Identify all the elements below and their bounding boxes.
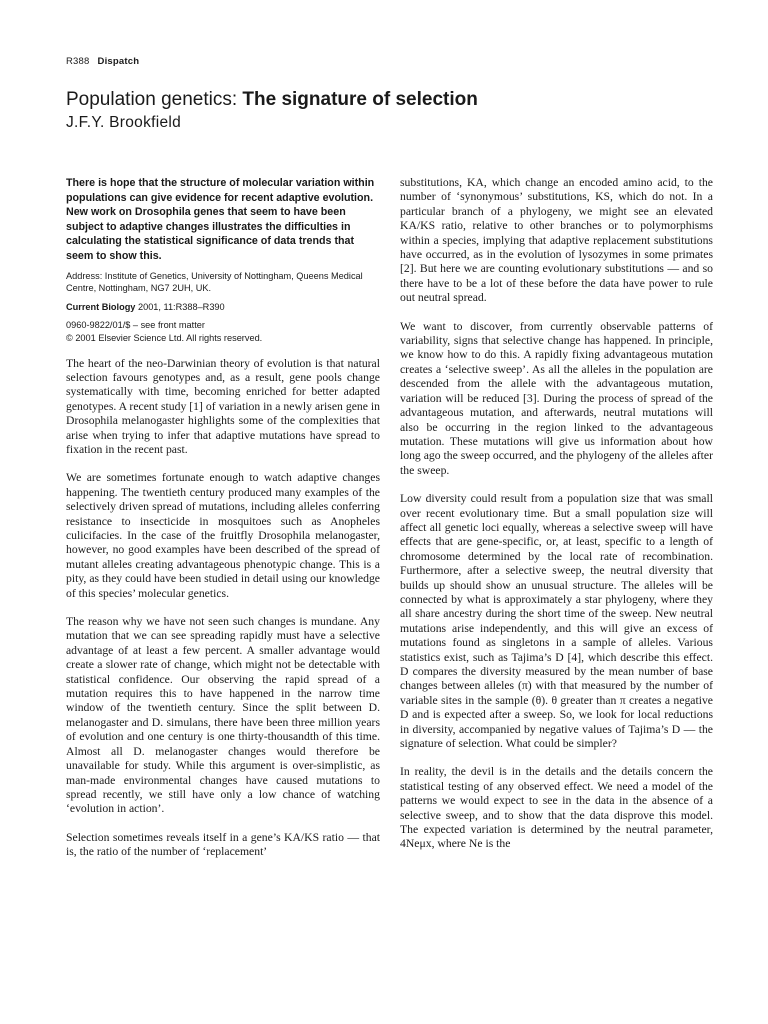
body-paragraph-7: Low diversity could result from a population size that was small over recent evolutionary time. But a small population size will affect all genetic loci equally, whereas a selective sweep will have effects that are gene-specific, or, at least, specific to a length of chromosome determined by the local rate of recombination. Furthermore, after a selective sweep, the neutral diversity that builds up should show an unusual structure. The alleles will be connected by what is approximately a star phylogeny, where they all share ancestry during the short time of the sweep. New neutral mutations arise independently, and this will give an excess of mutations found as singletons in a sample of alleles. Various statistics exist, such as Tajima’s D [4], which describe this effect. D compares the diversity measured by the mean number of base changes between alleles (π) with that measured by the number of variable sites in the sample (θ). θ greater than π creates a negative D and is expected after a sweep. So, we look for local reductions in diversity, accompanied by negative values of Tajima’s D — the signature of selection. What could be simpler? (400, 492, 713, 751)
body-paragraph-2: We are sometimes fortunate enough to watch adaptive changes happening. The twentieth century produced many examples of the selectively driven spread of mutations, including alleles conferring resistance to insecticide in mosquitoes such as Anopheles culicifacies. In the case of the fruitfly Drosophila melanogaster, however, no good examples have been described of the spread of mutant alleles creating advantageous phenotypic change. This is a pity, as they could have been studied in detail using our knowledge of this species’ molecular genetics. (66, 471, 380, 600)
body-paragraph-5: substitutions, KA, which change an encoded amino acid, to the number of ‘synonymous’ substitutions, KS, which do not. In a particular branch of a phylogeny, we might see an elevated KA/KS ratio, relative to other branches or to polymorphisms within a species, implying that adaptive replacement substitutions have occurred, as in the evolution of lysozymes in some primates [2]. But here we are counting evolutionary substitutions — and so there have to be a lot of these before the data have power to rule out neutral spread. (400, 176, 713, 305)
right-column (400, 176, 713, 866)
copyright-line-2: © 2001 Elsevier Science Ltd. All rights reserved. (66, 332, 263, 343)
abstract: There is hope that the structure of molecular variation within populations can give evidence for recent adaptive evolution. New work on Drosophila genes that seem to have been subject to adaptive changes illustrates the difficulties in calculating the statistical significance of data trends that seem to show this. (66, 177, 375, 262)
running-head (66, 56, 139, 67)
author-name: J.F.Y. Brookfield (66, 114, 182, 131)
address: Address: Institute of Genetics, University of Nottingham, Queens Medical Centre, Nottingham, NG7 2UH, UK. (66, 270, 363, 294)
body-paragraph-8: In reality, the devil is in the details and the details concern the statistical testing of any observed effect. We need a model of the patterns we would expect to see in the data in the absence of a selective sweep, and to show that the data disprove this model. The expected variation is determined by the neutral parameter, 4Neμx, where Ne is the (400, 765, 713, 851)
citation-ref: 2001, 11:R388–R390 (135, 301, 225, 312)
page-number: R388 (66, 56, 90, 67)
journal-name: Current Biology (66, 301, 136, 312)
copyright-line-1: 0960-9822/01/$ – see front matter (66, 320, 205, 331)
body-paragraph-1: The heart of the neo-Darwinian theory of evolution is that natural selection favours genotypes and, as a result, gene pools change systematically with time, becoming enriched for better adapted genotypes. A recent study [1] of variation in a newly arisen gene in Drosophila melanogaster highlights some of the complexities that arise when trying to infer that adaptive mutations have spread to fixation in the recent past. (66, 356, 380, 456)
copyright (66, 319, 380, 344)
left-column (66, 176, 380, 874)
body-paragraph-4: Selection sometimes reveals itself in a gene’s KA/KS ratio — that is, the ratio of the number of ‘replacement’ (66, 830, 380, 859)
citation (66, 301, 380, 314)
title-sub: The signature of selection (242, 89, 478, 110)
title-main: Population genetics: (66, 89, 243, 110)
article-title (66, 88, 478, 112)
section-label: Dispatch (97, 56, 140, 67)
body-paragraph-6: We want to discover, from currently observable patterns of variability, signs that selective change has happened. In principle, we know how to do this. A rapidly fixing advantageous mutation creates a ‘selective sweep’. As all the alleles in the population are descended from the allele with the advantageous mutation, variation will be reduced [3]. During the process of spread of the advantageous mutation, and afterwards, neutral mutations will also be occurring in the region linked to the advantageous mutation. These mutations will give us information about how long ago the sweep occurred, and the phylogeny of the alleles after the sweep. (400, 319, 713, 477)
body-paragraph-3: The reason why we have not seen such changes is mundane. Any mutation that we can see spreading rapidly must have a selective advantage of at least a few percent. A smaller advantage would create a slower rate of change, which might not be detectable with statistical confidence. Our observing the rapid spread of a mutation requires this to have happened in the narrow time window of the twentieth century. Since the split between D. melanogaster and D. simulans, there have been three million years of evolution and one century is one thirty-thousandth of this time. Almost all D. melanogaster changes would therefore be unavailable for study. While this argument is over-simplistic, as man-made environmental changes have caused mutations to spread recently, we still have only a low chance of watching ‘evolution in action’. (66, 615, 380, 816)
